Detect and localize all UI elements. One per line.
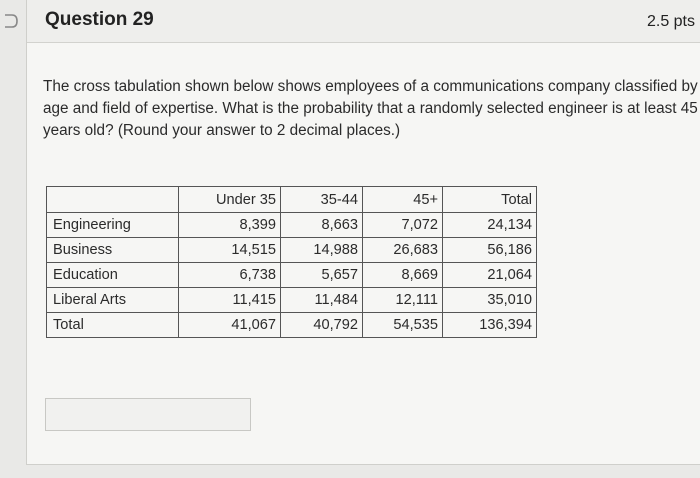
table-cell: 21,064 [443, 263, 537, 288]
table-cell: 12,111 [363, 288, 443, 313]
question-title: Question 29 [45, 9, 154, 30]
table-cell: 11,484 [281, 288, 363, 313]
table-header-cell: 45+ [363, 187, 443, 213]
table-cell: 8,663 [281, 213, 363, 238]
question-points: 2.5 pts [646, 13, 695, 30]
table-cell: 11,415 [179, 288, 281, 313]
table-header-cell: Under 35 [179, 187, 281, 213]
table-cell: 5,657 [281, 263, 363, 288]
row-label: Education [47, 263, 179, 288]
table-header-cell [47, 187, 179, 213]
row-label: Engineering [47, 213, 179, 238]
table-cell: 35,010 [443, 288, 537, 313]
table-cell: 136,394 [443, 313, 537, 338]
table-cell: 7,072 [363, 213, 443, 238]
question-header [27, 0, 700, 43]
table-cell: 54,535 [363, 313, 443, 338]
table-cell: 8,669 [363, 263, 443, 288]
table-cell: 14,515 [179, 238, 281, 263]
question-panel [26, 0, 700, 465]
question-text: The cross tabulation shown below shows employees of a communications company classified by age and field of expertise. What is the probability that a randomly selected engineer is at least 45 years old? (Round your answer to 2 decimal places.) [43, 78, 698, 139]
table-total-row [47, 313, 537, 338]
answer-input[interactable] [45, 398, 251, 431]
table-header-cell: 35-44 [281, 187, 363, 213]
table-cell: 56,186 [443, 238, 537, 263]
table-cell: 40,792 [281, 313, 363, 338]
table-row [47, 263, 537, 288]
table-row [47, 213, 537, 238]
table-header-row [47, 187, 537, 213]
table-cell: 41,067 [179, 313, 281, 338]
table-cell: 26,683 [363, 238, 443, 263]
table-header-cell: Total [443, 187, 537, 213]
table-row [47, 288, 537, 313]
row-label: Business [47, 238, 179, 263]
row-label: Liberal Arts [47, 288, 179, 313]
table-cell: 14,988 [281, 238, 363, 263]
table-cell: 24,134 [443, 213, 537, 238]
table-cell: 6,738 [179, 263, 281, 288]
cross-tabulation-table [46, 186, 537, 338]
table-cell: 8,399 [179, 213, 281, 238]
collapse-arrow-icon[interactable] [3, 12, 21, 30]
row-label: Total [47, 313, 179, 338]
table-row [47, 238, 537, 263]
